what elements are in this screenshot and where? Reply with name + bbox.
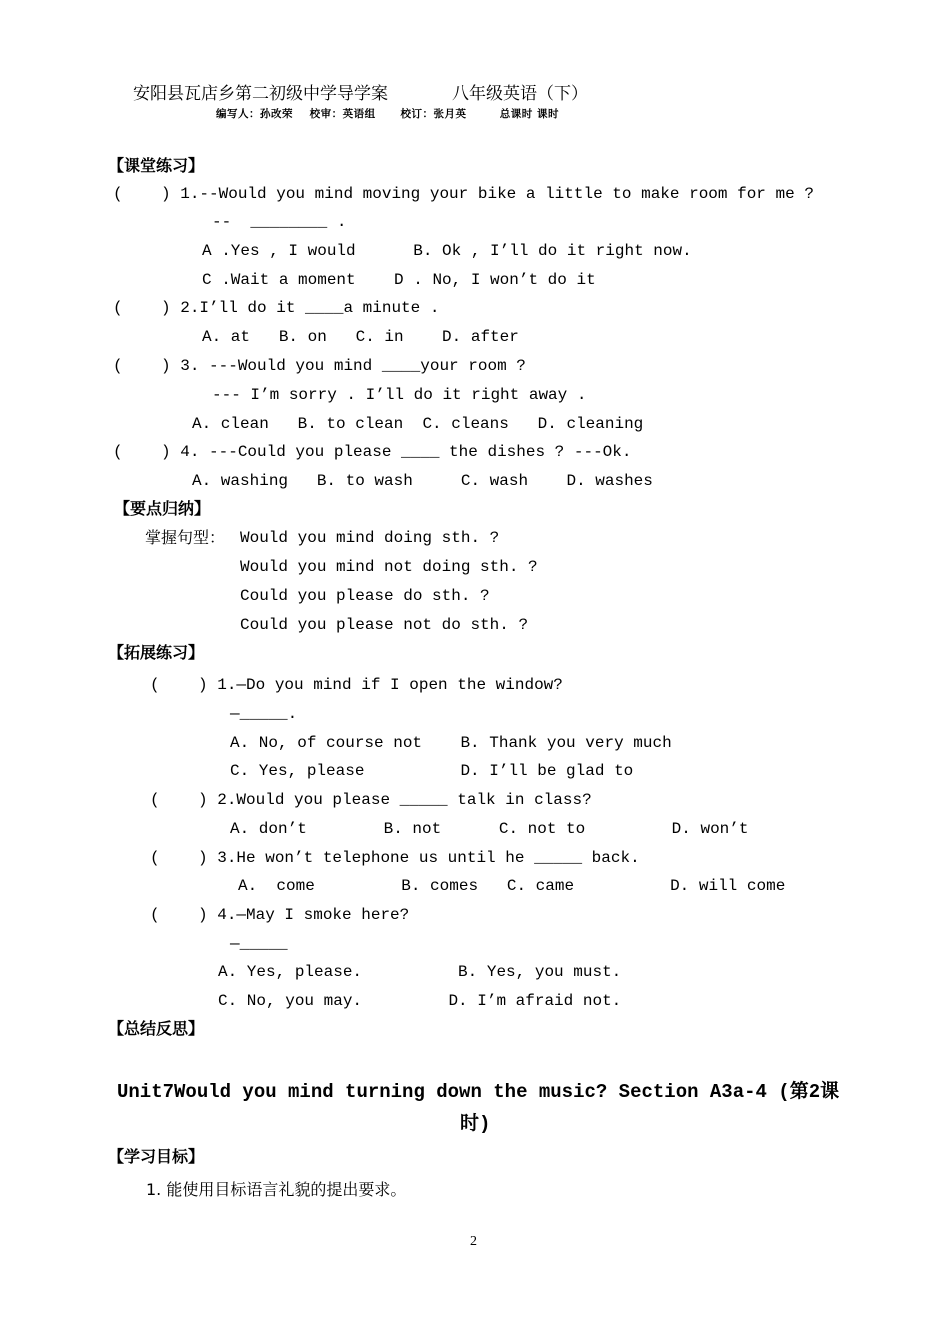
unit-title-line-1: Unit7Would you mind turning down the music? Section A3a-4 (第2课 <box>117 1081 840 1103</box>
section-reflection: 【总结反思】 <box>108 1019 205 1038</box>
school-title: 安阳县瓦店乡第二初级中学导学案 <box>133 84 388 104</box>
point-3: Could you please do sth. ? <box>240 587 490 605</box>
unit-title-line-2: 时) <box>460 1113 491 1135</box>
points-lead: 掌握句型： <box>145 528 226 547</box>
practice-q1-options-cd: C .Wait a moment D . No, I won’t do it <box>202 271 596 289</box>
practice-q1-options-ab: A .Yes , I would B. Ok , I’ll do it right now. <box>202 242 692 260</box>
extension-q3: ( ) 3.He won’t telephone us until he _____ back. <box>150 849 640 867</box>
extension-q4-options-ab: A. Yes, please. B. Yes, you must. <box>218 963 622 981</box>
practice-q1: ( ) 1.--Would you mind moving your bike a little to make room for me ? <box>113 185 814 203</box>
objective-1: 1. 能使用目标语言礼貌的提出要求。 <box>146 1180 407 1199</box>
extension-q4-answer: —_____ <box>230 935 288 953</box>
extension-q3-options: A. come B. comes C. came D. will come <box>238 877 786 895</box>
page-number: 2 <box>470 1234 477 1249</box>
practice-q3-answer: --- I’m sorry . I’ll do it right away . <box>212 386 587 404</box>
extension-q2: ( ) 2.Would you please _____ talk in class? <box>150 791 592 809</box>
practice-q4: ( ) 4. ---Could you please ____ the dishes ? ---Ok. <box>113 443 632 461</box>
practice-q3: ( ) 3. ---Would you mind ____your room ? <box>113 357 526 375</box>
practice-q2: ( ) 2.I’ll do it ____a minute . <box>113 299 440 317</box>
point-1: Would you mind doing sth. ? <box>240 529 500 547</box>
practice-q4-options: A. washing B. to wash C. wash D. washes <box>192 472 653 490</box>
extension-q2-options: A. don’t B. not C. not to D. won’t <box>230 820 749 838</box>
extension-q1-options-cd: C. Yes, please D. I’ll be glad to <box>230 762 634 780</box>
section-extension: 【拓展练习】 <box>108 643 205 662</box>
extension-q1: ( ) 1.—Do you mind if I open the window? <box>150 676 563 694</box>
extension-q4-options-cd: C. No, you may. D. I’m afraid not. <box>218 992 622 1010</box>
practice-q2-options: A. at B. on C. in D. after <box>202 328 519 346</box>
course-title: 八年级英语（下） <box>452 84 588 104</box>
practice-q1-answer: -- ________ . <box>212 213 347 231</box>
practice-q3-options: A. clean B. to clean C. cleans D. cleaning <box>192 415 644 433</box>
section-summary-points: 【要点归纳】 <box>114 499 211 518</box>
header-meta: 编写人：孙改荣 校审：英语组 校订：张月英 总课时 课时 <box>216 108 559 120</box>
extension-q4: ( ) 4.—May I smoke here? <box>150 906 410 924</box>
point-4: Could you please not do sth. ? <box>240 616 529 634</box>
point-2: Would you mind not doing sth. ? <box>240 558 538 576</box>
extension-q1-options-ab: A. No, of course not B. Thank you very much <box>230 734 672 752</box>
section-practice: 【课堂练习】 <box>108 156 205 175</box>
section-objectives: 【学习目标】 <box>108 1147 205 1166</box>
extension-q1-answer: —_____. <box>230 705 298 723</box>
